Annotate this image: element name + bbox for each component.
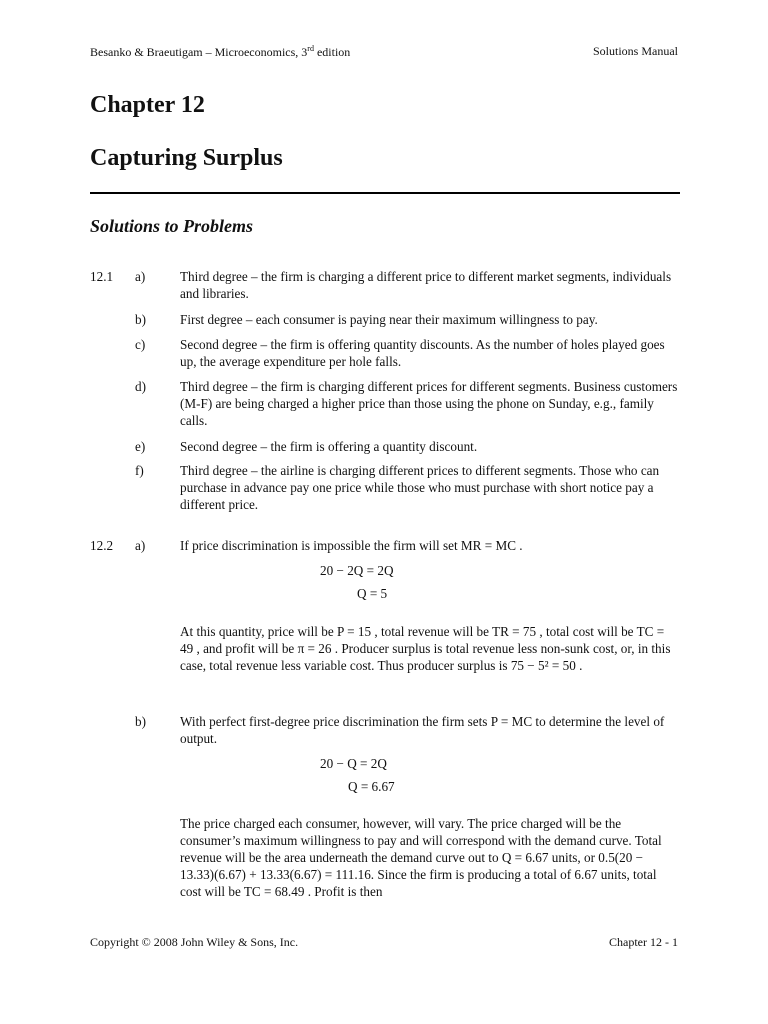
equation-12-2-a-2: Q = 5 <box>357 586 388 601</box>
equation-12-2-b-1: 20 − Q = 2Q <box>320 756 387 771</box>
item-label-12-1-b: b) <box>135 312 146 327</box>
equation-12-2-a-1: 20 − 2Q = 2Q <box>320 563 394 578</box>
item-text-12-1-b: First degree – each consumer is paying near their maximum willingness to pay. <box>180 312 598 327</box>
item-text-12-1-f: Third degree – the airline is charging different prices to different segments. Those who can purchase in advance pay one price while those who must purchase with short notice pay a different price. <box>180 463 660 512</box>
item-label-12-1-d: d) <box>135 379 146 394</box>
item-text-12-1-c: Second degree – the firm is offering quantity discounts. As the number of holes played goes up, the average expenditure per hole falls. <box>180 337 665 369</box>
header-edition-suffix: edition <box>313 45 351 59</box>
chapter-title: Capturing Surplus <box>90 145 283 171</box>
item-text-12-1-d: Third degree – the firm is charging different prices for different segments. Business customers (M-F) are being charged a higher price than those using the phone on Sunday, e.g., family calls. <box>180 379 678 428</box>
item-label-12-1-a: a) <box>135 269 146 284</box>
item-label-12-1-c: c) <box>135 337 146 352</box>
equation-12-2-b-2: Q = 6.67 <box>348 779 395 794</box>
item-label-12-2-a: a) <box>135 538 146 553</box>
chapter-label: Chapter 12 <box>90 92 205 118</box>
problem-number-12-2: 12.2 <box>90 538 114 553</box>
header-edition-sup: rd <box>307 44 314 53</box>
item-text-12-1-a: Third degree – the firm is charging a different price to different market segments, individuals and libraries. <box>180 269 672 301</box>
item-text-12-2-a-intro: If price discrimination is impossible the firm will set MR = MC . <box>180 538 523 553</box>
footer-copyright: Copyright © 2008 John Wiley & Sons, Inc. <box>90 935 299 949</box>
running-header-right: Solutions Manual <box>592 44 678 58</box>
item-label-12-2-b: b) <box>135 714 146 729</box>
item-text-12-2-b-paragraph: The price charged each consumer, however, will vary. The price charged will be the consumer’s maximum willingness to pay and will correspond with the demand curve. Total revenue will be the area underneath the demand curve out to Q = 6.67 units, or 0.5(20 − 13.33)(6.67) + 13.33(6.67) = 111.16. Since the firm is producing a total of 6.67 units, total cost will be TC = 68.49 . Profit is then <box>180 816 662 899</box>
item-label-12-1-f: f) <box>135 463 144 478</box>
item-text-12-1-e: Second degree – the firm is offering a quantity discount. <box>180 439 478 454</box>
header-book-title: Besanko & Braeutigam – Microeconomics, 3 <box>90 45 308 59</box>
footer-page-number: Chapter 12 - 1 <box>609 935 678 949</box>
running-header-left <box>90 44 350 60</box>
item-text-12-2-a-paragraph: At this quantity, price will be P = 15 , total revenue will be TR = 75 , total cost will be TC = 49 , and profit will be π = 26 . Producer surplus is total revenue less non-sunk cost, or, in this case, total revenue less variable cost. Thus producer surplus is 75 − 5² = 50 . <box>180 624 671 673</box>
item-text-12-2-b-intro: With perfect first-degree price discrimination the firm sets P = MC to determine the level of output. <box>180 714 665 746</box>
problem-number-12-1: 12.1 <box>90 269 114 284</box>
title-divider <box>90 192 680 194</box>
section-heading: Solutions to Problems <box>90 216 254 236</box>
item-label-12-1-e: e) <box>135 439 146 454</box>
